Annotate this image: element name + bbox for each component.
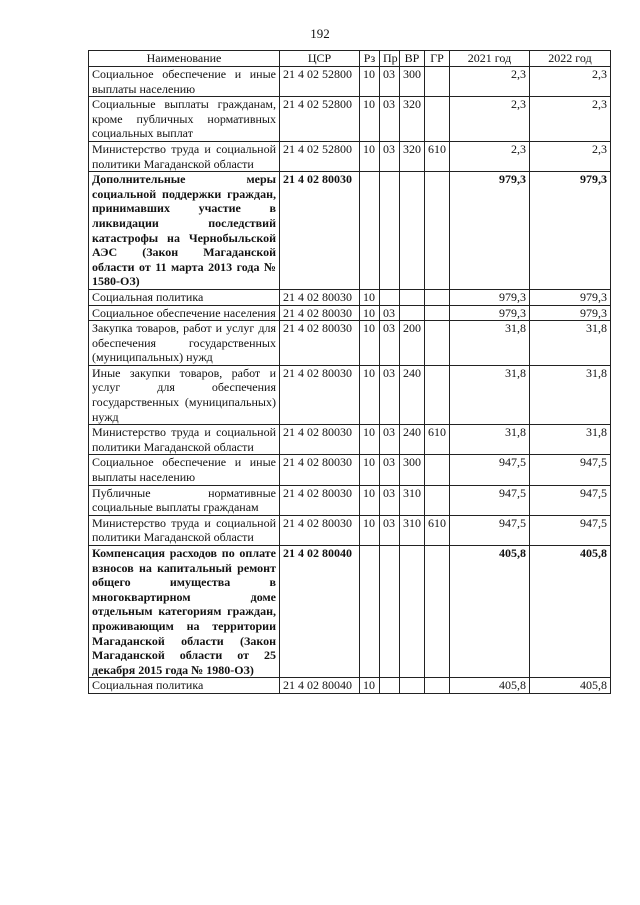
cell-rz: 10 bbox=[360, 515, 380, 545]
cell-vr: 310 bbox=[400, 485, 425, 515]
table-body bbox=[89, 67, 611, 694]
table-row bbox=[89, 678, 611, 694]
table-row bbox=[89, 321, 611, 366]
table-row bbox=[89, 546, 611, 678]
cell-gr bbox=[425, 97, 450, 142]
cell-csr: 21 4 02 80040 bbox=[280, 546, 360, 678]
cell-pr: 03 bbox=[380, 67, 400, 97]
cell-2021: 31,8 bbox=[450, 321, 530, 366]
cell-2022: 31,8 bbox=[530, 321, 611, 366]
cell-csr: 21 4 02 80030 bbox=[280, 305, 360, 321]
cell-vr bbox=[400, 305, 425, 321]
cell-2022: 979,3 bbox=[530, 172, 611, 290]
table-row bbox=[89, 289, 611, 305]
cell-pr: 03 bbox=[380, 515, 400, 545]
cell-name: Социальное обеспечение и иные выплаты населению bbox=[89, 455, 280, 485]
cell-2021: 31,8 bbox=[450, 425, 530, 455]
cell-2022: 2,3 bbox=[530, 141, 611, 171]
cell-rz: 10 bbox=[360, 678, 380, 694]
cell-name: Публичные нормативные социальные выплаты гражданам bbox=[89, 485, 280, 515]
cell-gr bbox=[425, 455, 450, 485]
cell-gr: 610 bbox=[425, 141, 450, 171]
cell-pr: 03 bbox=[380, 455, 400, 485]
header-vr: ВР bbox=[400, 51, 425, 67]
cell-2021: 2,3 bbox=[450, 97, 530, 142]
cell-pr: 03 bbox=[380, 321, 400, 366]
cell-rz: 10 bbox=[360, 141, 380, 171]
cell-2021: 947,5 bbox=[450, 485, 530, 515]
cell-2022: 947,5 bbox=[530, 485, 611, 515]
cell-pr bbox=[380, 289, 400, 305]
table-row bbox=[89, 515, 611, 545]
cell-2022: 31,8 bbox=[530, 365, 611, 424]
cell-gr: 610 bbox=[425, 515, 450, 545]
cell-vr: 320 bbox=[400, 141, 425, 171]
cell-gr bbox=[425, 678, 450, 694]
header-gr: ГР bbox=[425, 51, 450, 67]
cell-2021: 947,5 bbox=[450, 515, 530, 545]
cell-rz bbox=[360, 172, 380, 290]
cell-gr bbox=[425, 67, 450, 97]
cell-name: Социальное обеспечение и иные выплаты населению bbox=[89, 67, 280, 97]
cell-csr: 21 4 02 80030 bbox=[280, 289, 360, 305]
table-header-row bbox=[89, 51, 611, 67]
cell-name: Министерство труда и социальной политики Магаданской области bbox=[89, 515, 280, 545]
table-row bbox=[89, 365, 611, 424]
header-2022: 2022 год bbox=[530, 51, 611, 67]
cell-name: Социальное обеспечение населения bbox=[89, 305, 280, 321]
cell-2021: 979,3 bbox=[450, 289, 530, 305]
cell-rz: 10 bbox=[360, 365, 380, 424]
cell-vr: 200 bbox=[400, 321, 425, 366]
cell-2021: 405,8 bbox=[450, 546, 530, 678]
cell-pr: 03 bbox=[380, 485, 400, 515]
cell-2022: 31,8 bbox=[530, 425, 611, 455]
table-row bbox=[89, 485, 611, 515]
cell-gr bbox=[425, 305, 450, 321]
cell-pr: 03 bbox=[380, 365, 400, 424]
cell-vr: 300 bbox=[400, 67, 425, 97]
table-row bbox=[89, 305, 611, 321]
cell-vr: 310 bbox=[400, 515, 425, 545]
cell-vr: 320 bbox=[400, 97, 425, 142]
cell-pr: 03 bbox=[380, 425, 400, 455]
cell-name: Закупка товаров, работ и услуг для обеспечения государственных (муниципальных) нужд bbox=[89, 321, 280, 366]
cell-2021: 2,3 bbox=[450, 141, 530, 171]
header-csr: ЦСР bbox=[280, 51, 360, 67]
header-pr: Пр bbox=[380, 51, 400, 67]
cell-2022: 405,8 bbox=[530, 678, 611, 694]
cell-csr: 21 4 02 52800 bbox=[280, 141, 360, 171]
cell-vr bbox=[400, 678, 425, 694]
cell-gr: 610 bbox=[425, 425, 450, 455]
budget-table bbox=[88, 50, 611, 694]
cell-name: Министерство труда и социальной политики Магаданской области bbox=[89, 141, 280, 171]
cell-name: Социальная политика bbox=[89, 678, 280, 694]
cell-pr: 03 bbox=[380, 97, 400, 142]
cell-2022: 2,3 bbox=[530, 67, 611, 97]
cell-name: Компенсация расходов по оплате взносов на капитальный ремонт общего имущества в многоквартирном доме отдельным категориям граждан, проживающим на территории Магаданской области (Закон Магаданской области от 25 декабря 2015 года № 1980-ОЗ) bbox=[89, 546, 280, 678]
cell-vr: 240 bbox=[400, 425, 425, 455]
cell-2021: 947,5 bbox=[450, 455, 530, 485]
header-name: Наименование bbox=[89, 51, 280, 67]
cell-rz bbox=[360, 546, 380, 678]
cell-2021: 2,3 bbox=[450, 67, 530, 97]
cell-rz: 10 bbox=[360, 425, 380, 455]
cell-pr: 03 bbox=[380, 141, 400, 171]
cell-name: Дополнительные меры социальной поддержки граждан, принимавших участие в ликвидации последствий катастрофы на Чернобыльской АЭС (Закон Магаданской области от 11 марта 2013 года № 1580-ОЗ) bbox=[89, 172, 280, 290]
cell-rz: 10 bbox=[360, 97, 380, 142]
cell-pr bbox=[380, 172, 400, 290]
cell-rz: 10 bbox=[360, 289, 380, 305]
cell-csr: 21 4 02 80030 bbox=[280, 365, 360, 424]
cell-2022: 2,3 bbox=[530, 97, 611, 142]
cell-rz: 10 bbox=[360, 305, 380, 321]
cell-2022: 947,5 bbox=[530, 515, 611, 545]
table-row bbox=[89, 455, 611, 485]
cell-csr: 21 4 02 80030 bbox=[280, 515, 360, 545]
cell-2021: 405,8 bbox=[450, 678, 530, 694]
cell-gr bbox=[425, 321, 450, 366]
cell-csr: 21 4 02 80030 bbox=[280, 485, 360, 515]
cell-vr bbox=[400, 289, 425, 305]
cell-pr bbox=[380, 546, 400, 678]
cell-csr: 21 4 02 52800 bbox=[280, 67, 360, 97]
table-row bbox=[89, 67, 611, 97]
cell-vr bbox=[400, 172, 425, 290]
cell-name: Иные закупки товаров, работ и услуг для обеспечения государственных (муниципальных) нужд bbox=[89, 365, 280, 424]
cell-csr: 21 4 02 80030 bbox=[280, 172, 360, 290]
cell-2022: 979,3 bbox=[530, 289, 611, 305]
cell-csr: 21 4 02 80030 bbox=[280, 321, 360, 366]
table-row bbox=[89, 141, 611, 171]
cell-2021: 979,3 bbox=[450, 172, 530, 290]
cell-name: Министерство труда и социальной политики Магаданской области bbox=[89, 425, 280, 455]
cell-csr: 21 4 02 52800 bbox=[280, 97, 360, 142]
cell-name: Социальные выплаты гражданам, кроме публичных нормативных социальных выплат bbox=[89, 97, 280, 142]
cell-gr bbox=[425, 365, 450, 424]
cell-2022: 405,8 bbox=[530, 546, 611, 678]
header-rz: Рз bbox=[360, 51, 380, 67]
cell-2022: 947,5 bbox=[530, 455, 611, 485]
cell-2022: 979,3 bbox=[530, 305, 611, 321]
cell-pr bbox=[380, 678, 400, 694]
cell-gr bbox=[425, 546, 450, 678]
table-row bbox=[89, 425, 611, 455]
cell-pr: 03 bbox=[380, 305, 400, 321]
page-number: 192 bbox=[310, 26, 330, 41]
header-2021: 2021 год bbox=[450, 51, 530, 67]
cell-csr: 21 4 02 80040 bbox=[280, 678, 360, 694]
cell-vr bbox=[400, 546, 425, 678]
table-row bbox=[89, 97, 611, 142]
cell-csr: 21 4 02 80030 bbox=[280, 425, 360, 455]
cell-csr: 21 4 02 80030 bbox=[280, 455, 360, 485]
cell-gr bbox=[425, 172, 450, 290]
cell-rz: 10 bbox=[360, 67, 380, 97]
cell-rz: 10 bbox=[360, 455, 380, 485]
cell-gr bbox=[425, 289, 450, 305]
cell-2021: 31,8 bbox=[450, 365, 530, 424]
table-row bbox=[89, 172, 611, 290]
cell-rz: 10 bbox=[360, 321, 380, 366]
cell-vr: 300 bbox=[400, 455, 425, 485]
cell-name: Социальная политика bbox=[89, 289, 280, 305]
cell-gr bbox=[425, 485, 450, 515]
cell-vr: 240 bbox=[400, 365, 425, 424]
cell-2021: 979,3 bbox=[450, 305, 530, 321]
cell-rz: 10 bbox=[360, 485, 380, 515]
